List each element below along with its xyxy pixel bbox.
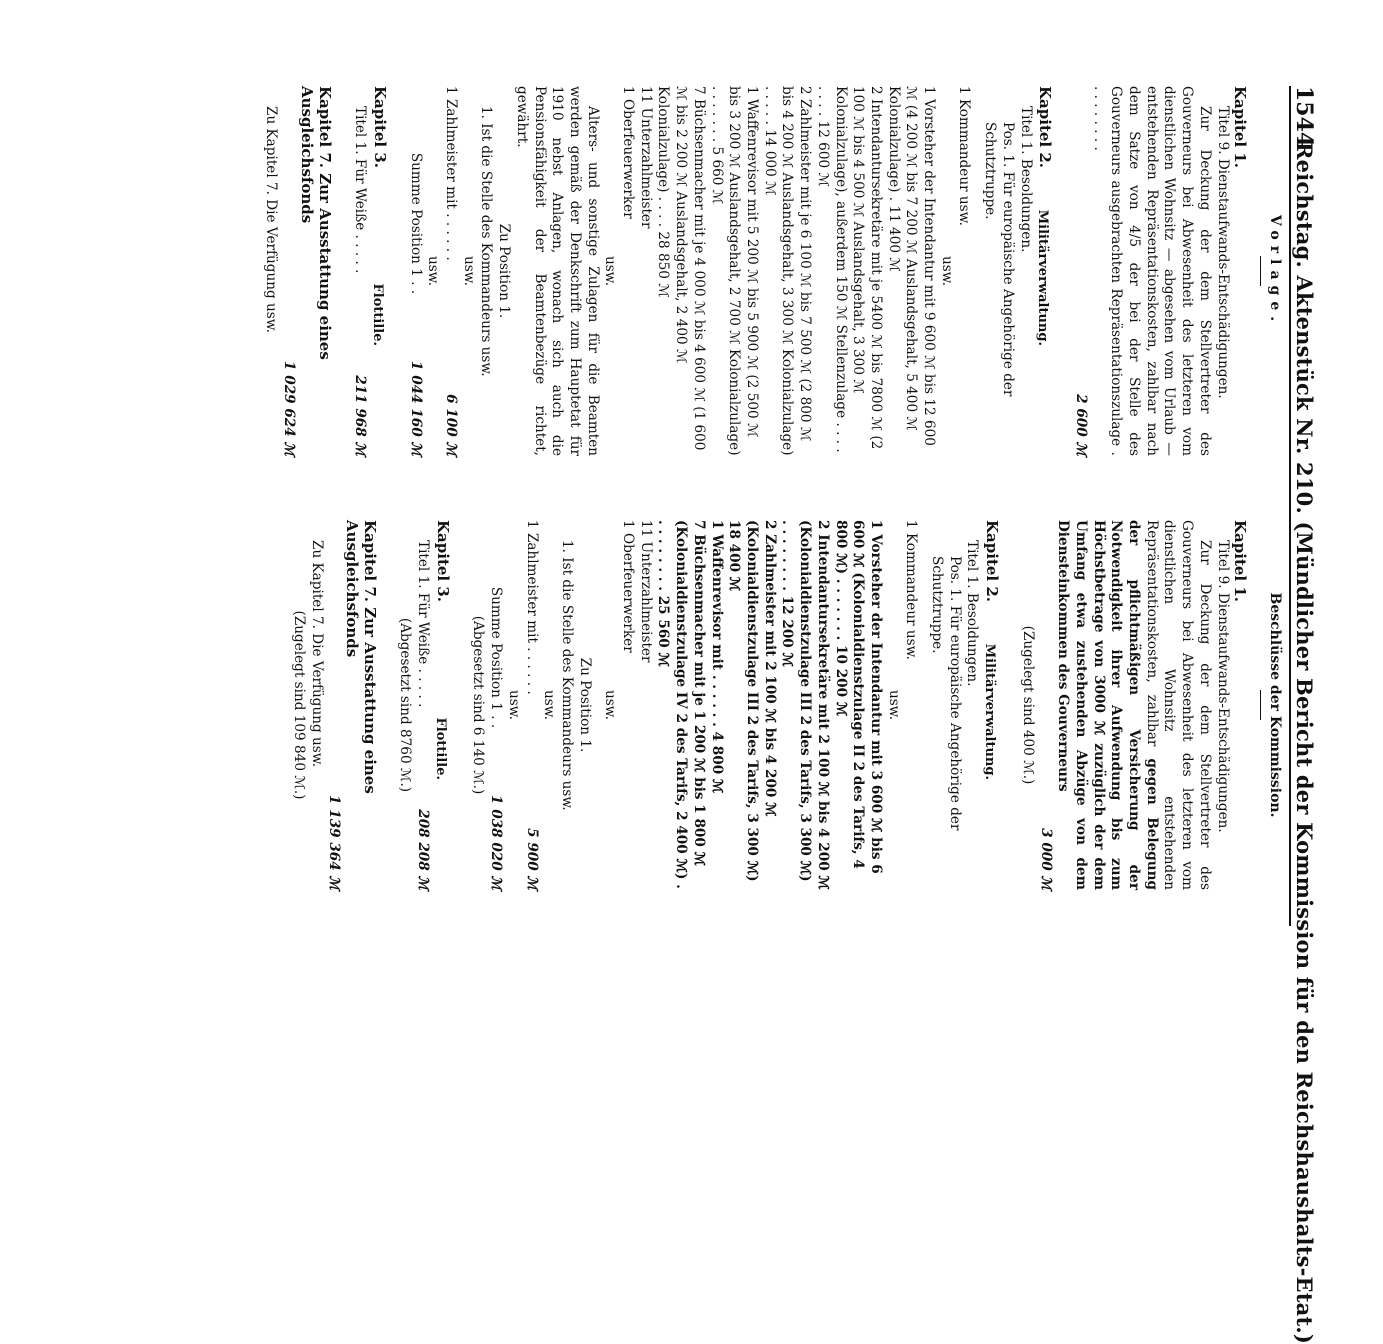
sum-label: Summe Position 1 . . [488,586,505,729]
list-item: Zu Kapitel 7. Die Verfügung usw. [308,540,325,768]
list-item: Zu Kapitel 7. Die Verfügung usw. [263,106,280,334]
list-item: usw. [938,255,955,287]
list-item: usw. [505,689,522,721]
sub-heading: Zu Position 1. [576,657,593,753]
list-item: 1 Zahlmeister mit . . . . . . [443,86,460,261]
section-heading: Flottille. [432,717,448,780]
kapitel-heading: Kapitel 1. [1231,520,1250,602]
list-item: 7 Büchsenmacher mit je 1 200 ℳ bis 1 800 ℳ (Kolonialdienstzulage IV 2 des Tarifs, 2 400 ℳ) . . . . . . . . . 25 560 ℳ [655,520,707,889]
paragraph: Zur Deckung der dem Stellvertreter des Gouverneurs bei Abwesenheit des letzteren vom dienstlichen Wohnsitz — abgesehen vom Urlaub — entstehenden Repräsentationskosten, zahlbar nach dem Satze von 4/5 der bei der Stelle des Gouverneurs ausgebrachten Repräsentationszulage . . . . . . . . . [1090,86,1213,456]
titel-line: Titel 9. Dienstaufwands-Entschädigungen. [1214,540,1231,833]
list-item: 1. Ist die Stelle des Kommandeurs usw. [478,106,495,377]
header-title: Reichstag. Aktenstück Nr. 210. (Mündlicher Bericht der Kommission für den Reichshaushalts-Etat.) [1292,142,1317,1344]
amount: 1 038 020 ℳ [488,795,505,890]
amount: 1 139 364 ℳ [326,795,343,890]
page-number: 1544 [1291,86,1317,148]
list-item: 1 Vorsteher der Intendantur mit 9 600 ℳ bis 12 600 ℳ (4 200 ℳ bis 7 200 ℳ Auslandsgehalt, 5 400 ℳ Kolonialzulage) . 11 400 ℳ [885,86,938,446]
list-item: 1 Kommandeur usw. [956,86,973,226]
list-item: 2 Intendantursekretäre mit 2 100 ℳ bis 4 200 ℳ (Kolonialdienstzulage III 2 des Tarifs, 3 300 ℳ) . . . . . . . . 12 200 ℳ [779,520,831,890]
kapitel-heading: Kapitel 2. [1036,86,1055,168]
list-item: 2 Intendantursekretäre mit je 5400 ℳ bis 7800 ℳ (2 100 ℳ bis 4 500 ℳ Auslandsgehalt, 3 300 ℳ Kolonialzulage), außerdem 150 ℳ Stellenzulage . . . . . . . . 12 600 ℳ [814,86,884,453]
list-item: 2 Zahlmeister mit 2 100 ℳ bis 4 200 ℳ (Kolonialdienstzulage III 2 des Tarifs, 3 300 ℳ) 18 400 ℳ [726,520,778,882]
list-item: 1 Zahlmeister mit . . . . . . [523,520,540,695]
note: (Zugelegt sind 400 ℳ.) [1019,625,1036,785]
list-item: usw. [885,689,902,721]
kapitel-heading: Kapitel 3. [433,520,452,602]
section-heading: Militärverwaltung. [1035,209,1051,346]
list-item: 1 Vorsteher der Intendantur mit 3 600 ℳ bis 6 600 ℳ (Kolonialdienstzulage II 2 des Tarifs, 4 800 ℳ) . . . . . . . 10 200 ℳ [832,520,884,874]
amount: 3 000 ℳ [1037,828,1054,890]
titel-line: Titel 9. Dienstaufwands-Entschädigungen. [1214,106,1231,399]
column-beschluesse [289,520,1283,890]
amount: 211 968 ℳ [352,375,369,456]
amount: 208 208 ℳ [415,809,432,890]
list-item: 11 Unterzahlmeister [637,520,654,663]
list-item: usw. [602,255,619,287]
column-title: Beschlüsse der Kommission. [1267,592,1283,818]
kapitel-heading: Kapitel 3. [370,86,389,168]
titel-line: Titel 1. Besoldungen. [1017,106,1034,253]
paragraph: Alters- und sonstige Zulagen für die Beamten werden gemäß der Denkschrift zum Hauptetat für 1910 nebst Anlagen, wonach sich auch die Pensionsfähigkeit der Beamtenbezüge richtet, gewährt. [513,86,601,456]
note: (Abgesetzt sind 6 140 ℳ.) [470,615,487,795]
amount: 1 029 624 ℳ [281,361,298,456]
position-line: Pos. 1. Für europäische Angehörige der Schutztruppe. [982,122,1016,397]
list-item: usw. [541,689,558,721]
amount: 6 100 ℳ [443,394,460,456]
kapitel-heading: Kapitel 2. [983,520,1002,602]
list-item: 1. Ist die Stelle des Kommandeurs usw. [558,540,575,811]
kapitel-heading: Kapitel 7. Zur Ausstattung eines Ausgleichsfonds [342,520,379,794]
titel-line: Titel 1. Besoldungen. [964,540,981,687]
list-item: 1 Waffenrevisor mit 5 200 ℳ bis 5 900 ℳ (2 500 ℳ bis 3 200 ℳ Auslandsgehalt, 2 700 ℳ Kolonialzulage) . . . . . . . 5 660 ℳ [708,86,761,456]
note: (Zugelegt sind 109 840 ℳ.) [290,610,307,800]
list-item: 7 Büchsenmacher mit je 4 000 ℳ bis 4 600 ℳ (1 600 ℳ bis 2 200 ℳ Auslandsgehalt, 2 400 ℳ Kolonialzulage) . . . . 28 850 ℳ [655,86,707,451]
list-item: 11 Unterzahlmeister [637,86,654,229]
list-item: 2 Zahlmeister mit je 6 100 ℳ bis 7 500 ℳ (2 800 ℳ bis 4 200 ℳ Auslandsgehalt, 3 300 ℳ Kolonialzulage) . . . . . 14 000 ℳ [761,86,814,456]
list-item: 1 Oberfeuerwerker [620,520,637,653]
sum-label: Summe Position 1 . . [407,152,424,295]
note: (Abgesetzt sind 8760 ℳ.) [397,617,414,793]
list-item: usw. [425,255,442,287]
titel-line: Titel 1. Für Weiße . . . . . [352,106,369,274]
titel-line: Titel 1. Für Weiße . . . . . [415,540,432,708]
column-vorlage [262,86,1283,456]
section-heading: Militärverwaltung. [982,643,998,780]
list-item: 1 Waffenrevisor mit . . . . . . 4 800 ℳ [708,520,725,794]
section-heading: Flottille. [369,283,385,346]
divider [1260,690,1261,720]
page-header [1289,86,1383,1344]
amount: 1 044 160 ℳ [407,361,424,456]
amount: 5 900 ℳ [523,828,540,890]
list-item: usw. [602,689,619,721]
document-page [3,0,1383,1344]
position-line: Pos. 1. Für europäische Angehörige der Schutztruppe. [929,556,963,831]
amount: 2 600 ℳ [1072,394,1089,456]
list-item: 1 Kommandeur usw. [903,520,920,660]
column-title: Vorlage. [1267,214,1283,328]
sub-heading: Zu Position 1. [496,223,513,319]
divider [1260,256,1261,286]
kapitel-heading: Kapitel 1. [1231,86,1250,168]
list-item: usw. [460,255,477,287]
paragraph: Zur Deckung der dem Stellvertreter des Gouverneurs bei Abwesenheit des letzteren vom dienstlichen Wohnsitz entstehenden Repräsentationskosten, zahlbar gegen Belegung der pflichtmäßigen Versicherung der Notwendigkeit ihrer Aufwendung bis zum Höchstbetrage von 3000 ℳ zuzüglich der dem Umfang etwa zustehenden Abzüge von dem Diensteinkommen des Gouverneurs [1055,520,1213,890]
kapitel-heading: Kapitel 7. Zur Ausstattung eines Ausgleichsfonds [297,86,334,360]
list-item: 1 Oberfeuerwerker [620,86,637,219]
